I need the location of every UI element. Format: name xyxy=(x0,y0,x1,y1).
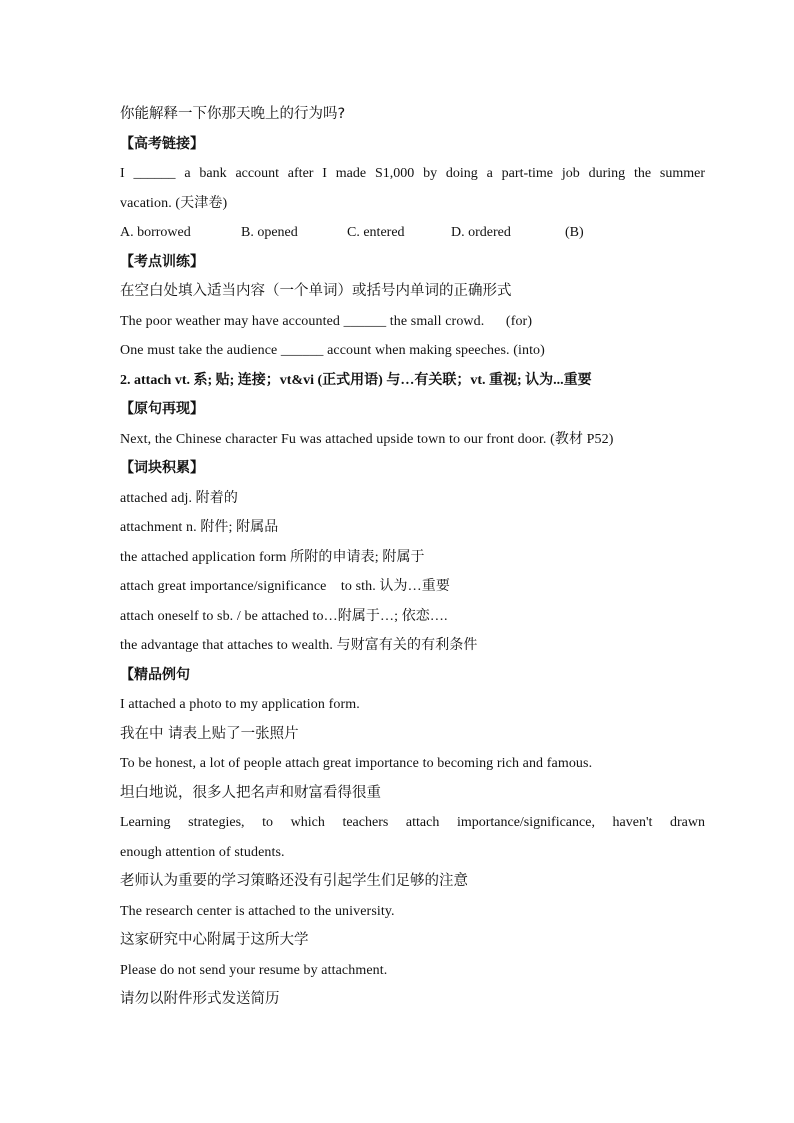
example-5-en: Please do not send your resume by attachment. xyxy=(120,962,388,978)
phrase-3: the attached application form 所附的申请表; 附属于 xyxy=(120,549,425,565)
phrase-1: attached adj. 附着的 xyxy=(120,490,238,506)
example-4-en: The research center is attached to the university. xyxy=(120,903,395,919)
section-heading-cikuai: 【词块积累】 xyxy=(120,460,204,476)
example-1-zh: 我在中 请表上贴了一张照片 xyxy=(120,725,299,742)
phrase-6: the advantage that attaches to wealth. 与财富有关的有利条件 xyxy=(120,638,478,653)
section-heading-gaokao: 【高考链接】 xyxy=(120,135,204,152)
option-a: A. borrowed xyxy=(120,225,191,240)
question-line-1: I ______ a bank account after I made S1,000 by doing a part-time job during the summer xyxy=(120,166,705,181)
exercise-2: One must take the audience ______ account when making speeches. (into) xyxy=(120,343,545,358)
instruction: 在空白处填入适当内容（一个单词）或括号内单词的正确形式 xyxy=(120,283,512,299)
option-c: C. entered xyxy=(347,225,405,240)
answer-key: (B) xyxy=(565,225,584,240)
example-3-zh: 老师认为重要的学习策略还没有引起学生们足够的注意 xyxy=(120,873,468,889)
section-heading-jingpin: 【精品例句 xyxy=(120,666,190,683)
section-heading-kaodian: 【考点训练】 xyxy=(120,253,204,270)
example-3-en-line-2: enough attention of students. xyxy=(120,844,285,860)
option-b: B. opened xyxy=(241,225,298,240)
phrase-2: attachment n. 附件; 附属品 xyxy=(120,520,279,535)
section-heading-yuanju: 【原句再现】 xyxy=(120,401,204,417)
original-sentence: Next, the Chinese character Fu was attached upside town to our front door. (教材 P52) xyxy=(120,431,614,447)
phrase-5: attach oneself to sb. / be attached to…附属于…; 依恋…. xyxy=(120,608,448,624)
example-5-zh: 请勿以附件形式发送简历 xyxy=(120,991,280,1007)
phrase-4: attach great importance/significance to sth. 认为…重要 xyxy=(120,579,450,594)
example-4-zh: 这家研究中心附属于这所大学 xyxy=(120,932,309,948)
document-page xyxy=(120,100,705,1015)
question-line-2: vacation. (天津卷) xyxy=(120,195,228,211)
entry-heading-attach: 2. attach vt. 系; 贴; 连接；vt&vi (正式用语) 与…有关联；vt. 重视; 认为...重要 xyxy=(120,372,592,388)
example-2-en: To be honest, a lot of people attach great importance to becoming rich and famous. xyxy=(120,756,593,771)
sentence-zh: 你能解释一下你那天晚上的行为吗? xyxy=(120,106,346,122)
example-3-en-line-1: Learning strategies, to which teachers attach importance/significance, haven't drawn xyxy=(120,815,705,830)
option-d: D. ordered xyxy=(451,225,511,240)
exercise-1: The poor weather may have accounted ______ the small crowd. (for) xyxy=(120,313,533,329)
example-2-zh: 坦白地说，很多人把名声和财富看得很重 xyxy=(120,784,381,801)
example-1-en: I attached a photo to my application form. xyxy=(120,697,360,712)
answer-options xyxy=(120,218,705,248)
